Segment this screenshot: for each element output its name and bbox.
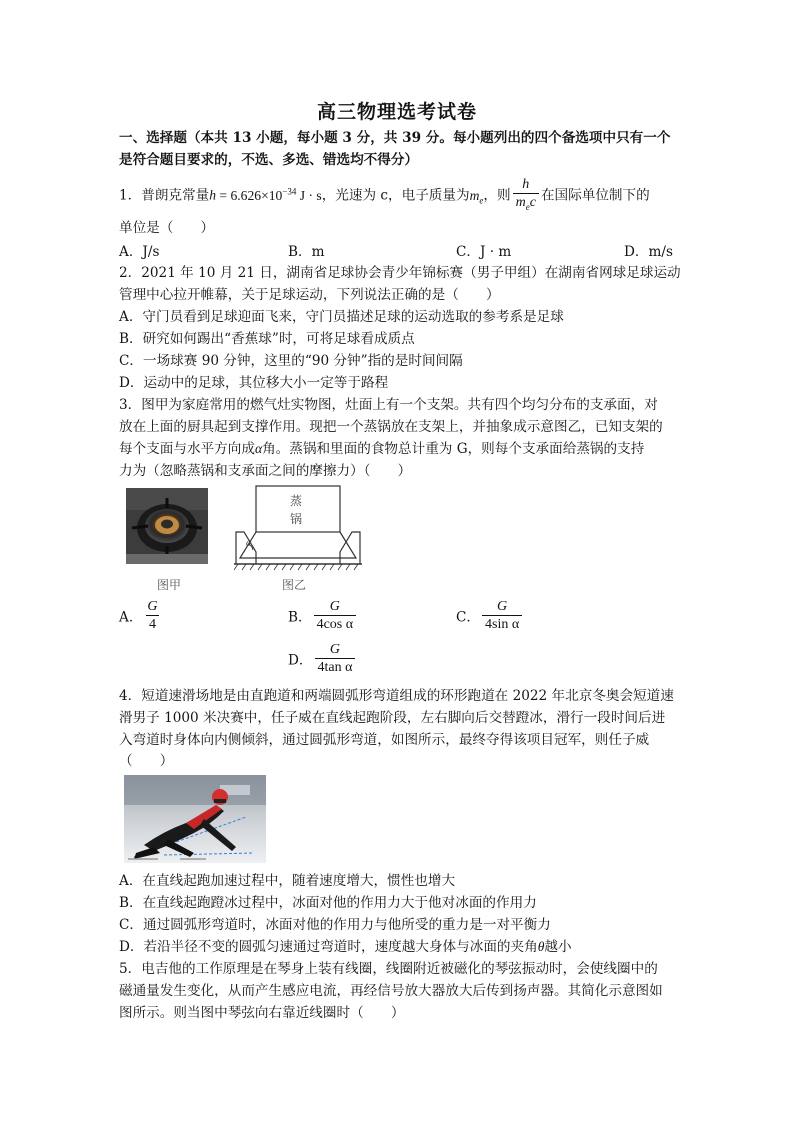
q1-mid: ，光速为 c，电子质量为 (321, 187, 470, 204)
q5-stem-line1: 5．电吉他的工作原理是在琴身上装有线圈，线圈附近被磁化的琴弦振动时，会使线圈中的 (119, 961, 658, 977)
q3-stem-line3: 每个支面与水平方向成α角。蒸锅和里面的食物总计重为 G，则每个支承面给蒸锅的支持 (119, 441, 645, 457)
q4-stem-line2: 滑男子 1000 米决赛中，任子威在直线起跑阶段，左右脚向后交替蹬冰，滑行一段时间后进 (119, 710, 666, 726)
q2-option-c: C．一场球赛 90 分钟，这里的“90 分钟”指的是时间间隔 (119, 353, 463, 369)
q1-me: $m_e$ (469, 187, 484, 206)
q5-stem-line2: 磁通量发生变化，从而产生感应电流，再经信号放大器放大后传到扬声器。其简化示意图如 (119, 983, 663, 999)
q3-stem-line1: 3．图甲为家庭常用的燃气灶实物图，灶面上有一个支架。共有四个均匀分布的支承面，对 (119, 397, 658, 413)
q1-suffix: 在国际单位制下的 (540, 187, 650, 204)
q1-stem-line1 (119, 172, 650, 219)
pot-label-1: 蒸 (290, 494, 303, 508)
q2-stem-line2: 管理中心拉开帷幕，关于足球运动，下列说法正确的是（ ） (119, 287, 500, 303)
speed-skater-photo (124, 775, 266, 863)
q2-option-b: B．研究如何踢出“香蕉球”时，可将足球看成质点 (119, 331, 415, 347)
q4-option-d: D．若沿半径不变的圆弧匀速通过弯道时，速度越大身体与冰面的夹角θ越小 (119, 939, 572, 955)
q4-stem-line1: 4．短道速滑场地是由直跑道和两端圆弧形弯道组成的环形跑道在 2022 年北京冬奥会短道速 (119, 688, 674, 704)
alpha-symbol: α (254, 441, 263, 456)
figure-a-caption: 图甲 (157, 578, 182, 592)
q3-option-d: D． $\frac{G}{\text{4tan α}}$ (288, 641, 357, 676)
q1-then: ，则 (483, 187, 511, 204)
q1-eq: = 6.626×10 (216, 187, 283, 203)
steamer-diagram (234, 482, 362, 572)
q1-option-a: A．J/s (119, 244, 160, 260)
q4-stem-line4: （ ） (119, 753, 174, 769)
q1-option-b: B．m (288, 244, 325, 260)
q1-option-c: C．J · m (456, 244, 512, 260)
figure-b-caption: 图乙 (282, 578, 307, 592)
q5-stem-line3: 图所示。则当图中琴弦向右靠近线圈时（ ） (119, 1005, 405, 1021)
q4-option-b: B．在直线起跑蹬冰过程中，冰面对他的作用力大于他对冰面的作用力 (119, 895, 537, 911)
angle-label: α (246, 538, 252, 549)
section-header-line1: 一、选择题（本共 13 小题，每小题 3 分，共 39 分。每小题列出的四个备选项中只有一个 (119, 130, 671, 146)
q3-option-b: B． $\frac{G}{\text{4cos α}}$ (288, 598, 358, 633)
q1-h: h (209, 187, 217, 203)
pot-label-2: 锅 (290, 512, 303, 526)
theta-symbol: θ (537, 939, 545, 954)
q1-fraction: $\frac{h}{m_ec}$ (513, 176, 539, 216)
q4-option-a: A．在直线起跑加速过程中，随着速度增大，惯性也增大 (119, 873, 456, 889)
q3-stem-line2: 放在上面的厨具起到支撑作用。现把一个蒸锅放在支架上，并抽象成示意图乙，已知支架的 (119, 419, 663, 435)
q1-prefix: 1．普朗克常量 (119, 187, 210, 204)
q1-option-d: D．m/s (624, 244, 673, 260)
q2-stem-line1: 2．2021 年 10 月 21 日，湖南省足球协会青少年锦标赛（男子甲组）在湖南省网球足球运动 (119, 265, 681, 281)
q4-stem-line3: 入弯道时身体向内侧倾斜，通过圆弧形弯道，如图所示，最终夺得该项目冠军，则任子威 (119, 732, 650, 748)
section-header-line2: 是符合题目要求的，不选、多选、错选均不得分） (119, 152, 419, 168)
q1-stem-line2: 单位是（ ） (119, 220, 215, 236)
q2-option-d: D．运动中的足球，其位移大小一定等于路程 (119, 375, 389, 391)
q4-option-c: C．通过圆弧形弯道时，冰面对他的作用力与他所受的重力是一对平衡力 (119, 917, 551, 933)
q3-option-a: A． $\frac{G}{4}$ (119, 599, 158, 632)
q1-unit: J · s (296, 187, 322, 203)
q3-option-c: C． $\frac{G}{\text{4sin α}}$ (456, 598, 524, 633)
q2-option-a: A．守门员看到足球迎面飞来，守门员描述足球的运动选取的参考系是足球 (119, 309, 564, 325)
gas-stove-photo (126, 488, 208, 564)
page-title: 高三物理选考试卷 (316, 101, 477, 123)
q3-stem-line4: 力为（忽略蒸锅和支承面之间的摩擦力）（ ） (119, 463, 412, 479)
q1-exp: −34 (282, 186, 297, 196)
